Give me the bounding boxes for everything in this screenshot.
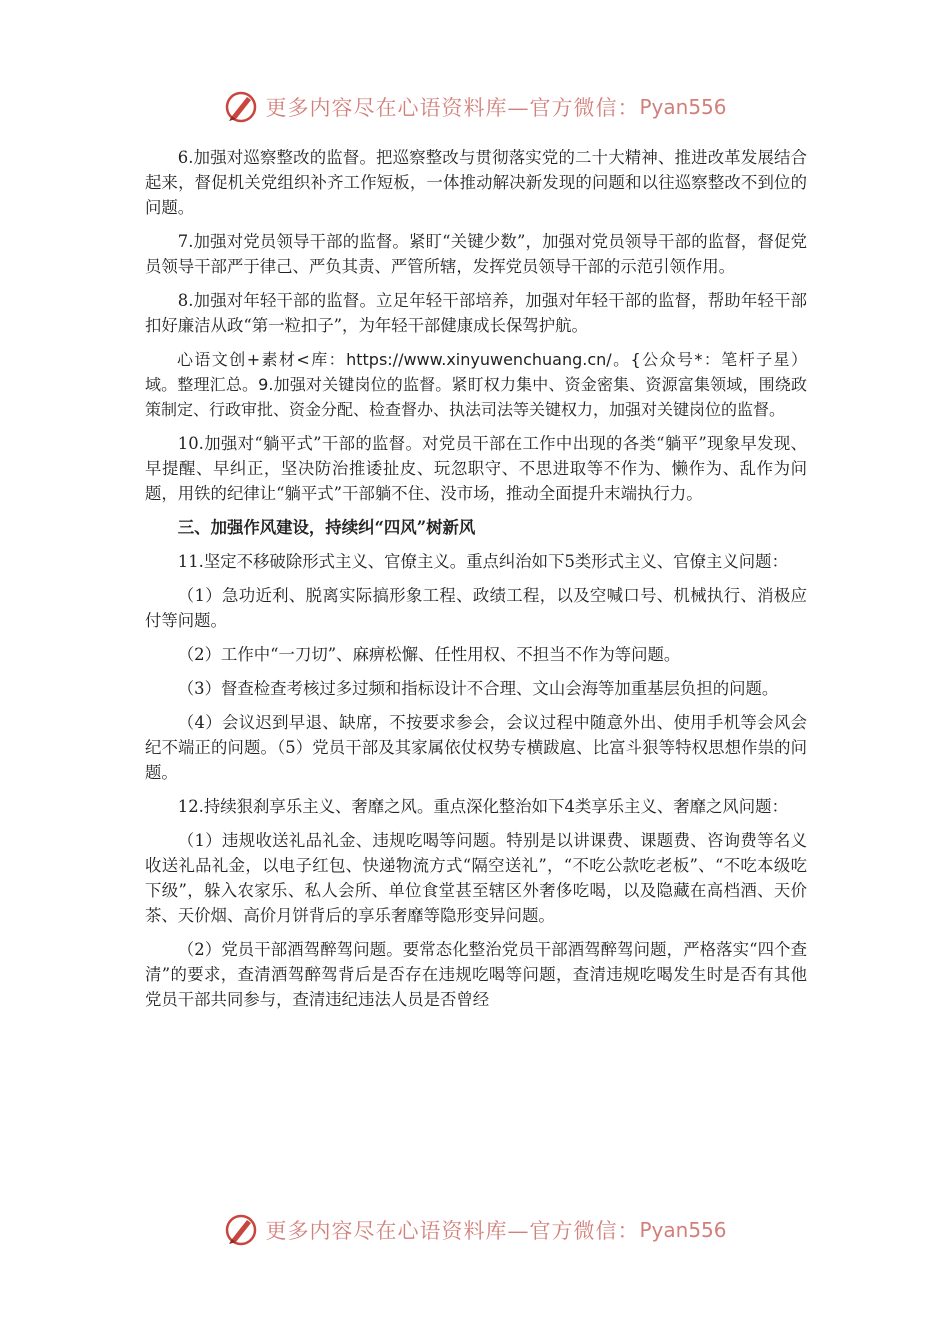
footer-banner [0,1210,950,1250]
document-body [145,145,807,1021]
banner-slogan: 更多内容尽在心语资料库—官方微信： [265,96,640,120]
paragraph-subitem-11-1: （1）急功近利、脱离实际搞形象工程、政绩工程，以及空喊口号、机械执行、消极应付等问题。 [145,586,807,630]
paragraph-item-12: 12.持续狠刹享乐主义、奢靡之风。重点深化整治如下4类享乐主义、奢靡之风问题： [177,797,788,816]
brush-logo-icon [223,89,259,125]
brush-logo-icon [223,1212,259,1248]
banner-wechat-id: Pyan556 [639,95,727,119]
paragraph-subitem-11-3: （3）督查检查考核过多过频和指标设计不合理、文山会海等加重基层负担的问题。 [177,679,779,698]
section-heading-3: 三、加强作风建设，持续纠“四风”树新风 [177,518,476,537]
banner-slogan: 更多内容尽在心语资料库—官方微信： [265,1219,640,1243]
paragraph-subitem-11-4: （4）会议迟到早退、缺席，不按要求参会，会议过程中随意外出、使用手机等会风会纪不端正的问题。（5）党员干部及其家属依仗权势专横跋扈、比富斗狠等特权思想作祟的问题。 [145,713,807,782]
paragraph-item-10: 10.加强对“躺平式”干部的监督。对党员干部在工作中出现的各类“躺平”现象早发现、早提醒、早纠正，坚决防治推诿扯皮、玩忽职守、不思进取等不作为、懒作为、乱作为问题，用铁的纪律让“躺平式”干部躺不住、没市场，推动全面提升末端执行力。 [145,434,807,503]
paragraph-subitem-11-2: （2）工作中“一刀切”、麻痹松懈、任性用权、不担当不作为等问题。 [177,645,681,664]
banner-wechat-id: Pyan556 [639,1218,727,1242]
paragraph-subitem-12-1: （1）违规收送礼品礼金、违规吃喝等问题。特别是以讲课费、课题费、咨询费等名义收送礼品礼金，以电子红包、快递物流方式“隔空送礼”，“不吃公款吃老板”、“不吃本级吃下级”，躲入农家乐、私人会所、单位食堂甚至辖区外奢侈吃喝，以及隐藏在高档酒、天价茶、天价烟、高价月饼背后的享乐奢靡等隐形变异问题。 [145,831,807,925]
header-banner [0,87,950,127]
paragraph-subitem-12-2: （2）党员干部酒驾醉驾问题。要常态化整治党员干部酒驾醉驾问题，严格落实“四个查清”的要求，查清酒驾醉驾背后是否存在违规吃喝等问题，查清违规吃喝发生时是否有其他党员干部共同参与，查清违纪违法人员是否曾经 [145,940,807,1009]
paragraph-item-9-watermark-text: 心语文创+素材<库：https://www.xinyuwenchuang.cn/。{公众号*：笔杆子星）域。整理汇总。9.加强对关键岗位的监督。紧盯权力集中、资金密集、资源富集领域，围绕政策制定、行政审批、资金分配、检查督办、执法司法等关键权力，加强对关键岗位的监督。 [145,350,807,419]
paragraph-item-8: 8.加强对年轻干部的监督。立足年轻干部培养，加强对年轻干部的监督，帮助年轻干部扣好廉洁从政“第一粒扣子”，为年轻干部健康成长保驾护航。 [145,291,807,335]
paragraph-item-11: 11.坚定不移破除形式主义、官僚主义。重点纠治如下5类形式主义、官僚主义问题： [177,552,788,571]
paragraph-item-7: 7.加强对党员领导干部的监督。紧盯“关键少数”，加强对党员领导干部的监督，督促党员领导干部严于律己、严负其责、严管所辖，发挥党员领导干部的示范引领作用。 [145,232,807,276]
paragraph-item-6: 6.加强对巡察整改的监督。把巡察整改与贯彻落实党的二十大精神、推进改革发展结合起来，督促机关党组织补齐工作短板，一体推动解决新发现的问题和以往巡察整改不到位的问题。 [145,148,807,217]
